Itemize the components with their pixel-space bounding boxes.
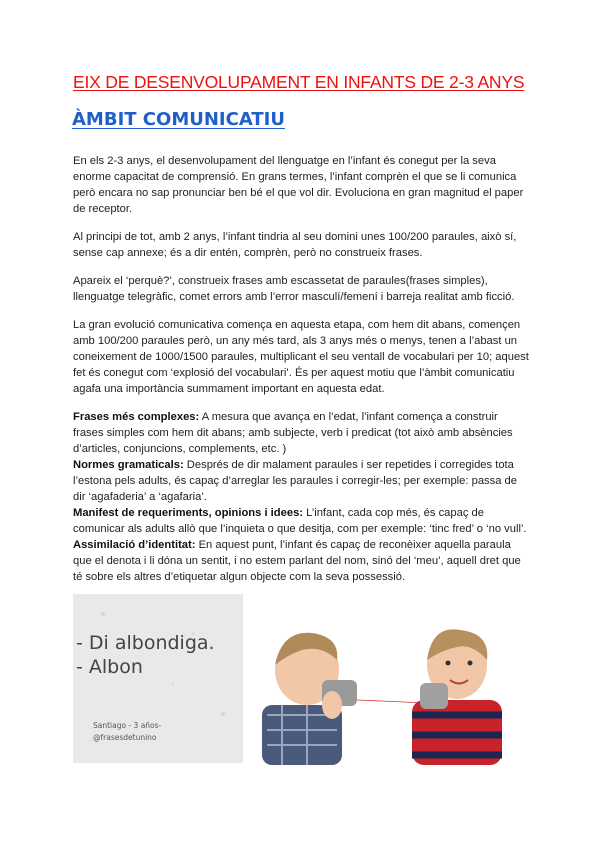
quote-line-2: - Albon — [76, 656, 143, 678]
paragraph — [73, 229, 543, 261]
text-line — [73, 457, 543, 473]
quote-image — [73, 594, 243, 763]
item-text: A mesura que avança en l’edat, l’infant comença a construir — [199, 411, 498, 423]
list-item — [73, 457, 543, 505]
text-line: però encara no sap pronunciar ben bé el que vol dir. Evoluciona en gran magnitud el paper — [73, 187, 524, 199]
item-label: Assimilació d’identitat: — [73, 539, 196, 551]
list-item — [73, 505, 543, 537]
document-body — [73, 153, 543, 585]
item-text: L’infant, cada cop més, és capaç de — [303, 507, 484, 519]
kids-tin-can-phone-photo — [262, 625, 507, 765]
quote-line-1: - Di albondiga. — [76, 632, 215, 654]
item-label: Frases més complexes: — [73, 411, 200, 423]
quote-credit-1: Santiago - 3 años- — [93, 721, 162, 730]
text-line: Al principi de tot, amb 2 anys, l’infant tindria al seu domini unes 100/200 paraules, això sí, — [73, 231, 517, 243]
text-line: l’estona pels adults, és capaç d’arreglar les paraules i corregir-les; per exemple: passa de — [73, 475, 517, 487]
text-line: agafa una importància summament important en aquesta edat. — [73, 383, 385, 395]
paragraph — [73, 153, 543, 217]
item-text: En aquest punt, l’infant és capaç de reconèixer aquella paraula — [195, 539, 511, 551]
item-text: Després de dir malament paraules i ser repetides i corregides tota — [183, 459, 514, 471]
quote-credit-2: @frasesdetunino — [93, 733, 157, 742]
text-line: enorme capacitat de comprensió. En grans termes, l’infant comprèn el que se li comunica — [73, 171, 517, 183]
document-title: EIX DE DESENVOLUPAMENT EN INFANTS DE 2-3 ANYS — [73, 72, 525, 92]
text-line: d’articles, conjuncions, complements, etc. ) — [73, 443, 287, 455]
text-line: coneixement de 1000/1500 paraules, multiplicant el seu ventall de vocabulari per 10; aquest — [73, 351, 529, 363]
list-item — [73, 409, 543, 457]
list-item — [73, 537, 543, 585]
text-line: En els 2-3 anys, el desenvolupament del llenguatge en l’infant és conegut per la seva — [73, 155, 496, 167]
text-line: sense cap annexe; és a dir entén, comprèn, però no construeix frases. — [73, 247, 423, 259]
text-line: dir ‘agafaderia’ a ‘agafaria’. — [73, 491, 207, 503]
item-label: Normes gramaticals: — [73, 459, 184, 471]
text-line — [73, 537, 543, 553]
text-line: amb 100/200 paraules però, un any més tard, als 3 anys més o menys, tenen a l’abast un — [73, 335, 518, 347]
text-line: Apareix el ‘perquè?’, construeix frases amb escassetat de paraules(frases simples), — [73, 275, 488, 287]
text-line — [73, 409, 543, 425]
text-line: que el denota i li dóna un sentit, i no estem parlant del nom, sinó del ‘meu’, aquell dret que — [73, 555, 521, 567]
text-line: La gran evolució comunicativa comença en aquesta etapa, com hem dit abans, començen — [73, 319, 521, 331]
text-line: comunicar als adults allò que l’inquieta o que desitja, com per exemple: ‘tinc fred’ o ‘no vull’. — [73, 523, 527, 535]
section-heading: ÀMBIT COMUNICATIU — [72, 109, 285, 130]
text-line: té sobre els altres d’etiquetar algun objecte com la seva possessió. — [73, 571, 406, 583]
text-line: de receptor. — [73, 203, 133, 215]
text-line: frases simples com hem dit abans; amb subjecte, verb i predicat (tot això amb absències — [73, 427, 513, 439]
item-label: Manifest de requeriments, opinions i idees: — [73, 507, 304, 519]
text-line: llenguatge telegràfic, comet errors amb l’error masculí/femení i barreja realitat amb ficció. — [73, 291, 515, 303]
feature-list — [73, 409, 543, 585]
paragraph — [73, 317, 543, 397]
text-line — [73, 505, 543, 521]
text-line: fet és conegut com ‘explosió del vocabulari’. És per aquest motiu que l’àmbit comunicatiu — [73, 367, 515, 379]
paragraph — [73, 273, 543, 305]
